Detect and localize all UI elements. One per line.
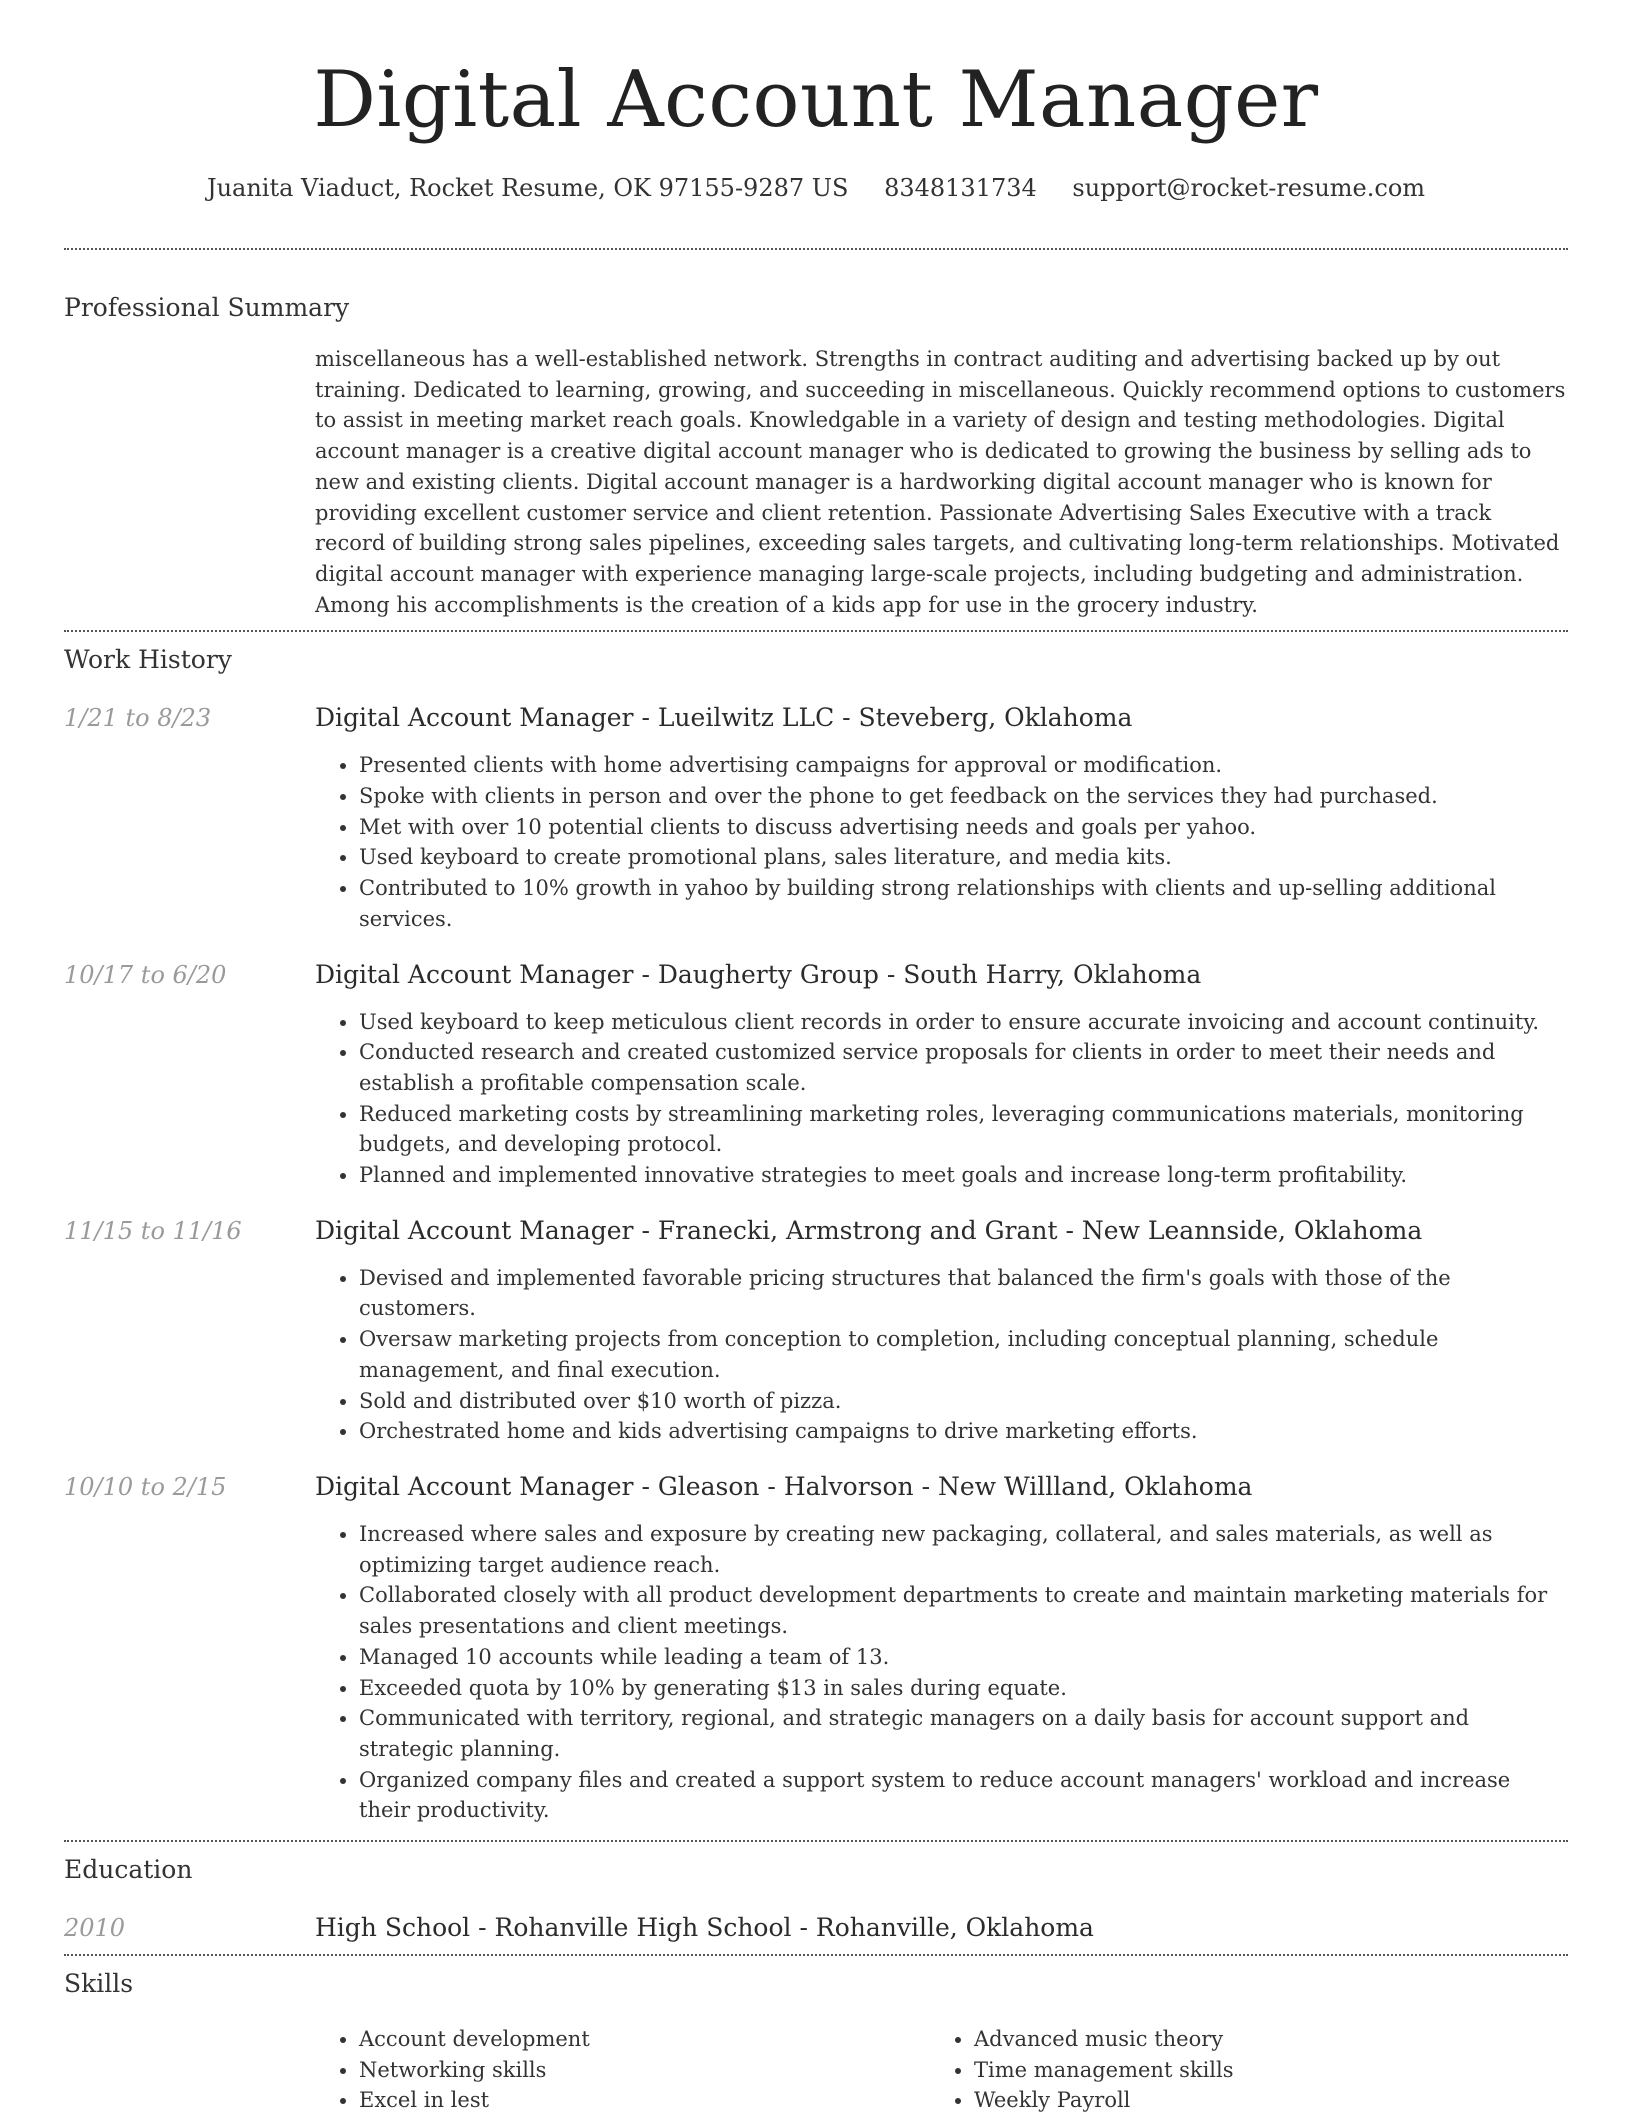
job-bullet: • Used keyboard to create promotional plans, sales literature, and media kits. — [359, 842, 1568, 873]
resume-name: Digital Account Manager — [313, 55, 1319, 145]
job-bullets — [315, 750, 1568, 934]
section-divider — [64, 630, 1568, 632]
education-year: 2010 — [64, 1914, 126, 1943]
job-bullet: • Spoke with clients in person and over the phone to get feedback on the services they had purchased. — [359, 781, 1568, 812]
job-entry — [64, 1215, 1568, 1447]
skills-heading: Skills — [64, 1969, 134, 1999]
skill-item: • Time management skills — [974, 2055, 1545, 2086]
job-dates: 11/15 to 11/16 — [64, 1216, 242, 1245]
summary-text: miscellaneous has a well-established network. Strengths in contract auditing and advertising backed up by out training. Dedicated to learning, growing, and succeeding in miscellaneous. Quickly recommend options to customers to assist in meeting market reach goals. Knowledgable in a variety of design and testing methodologies. Digital account manager is a creative digital account manager who is dedicated to growing the business by selling ads to new and existing clients. Digital account manager is a hardworking digital account manager who is known for providing excellent customer service and client retention. Passionate Advertising Sales Executive with a track record of building strong sales pipelines, exceeding sales targets, and cultivating long-term relationships. Motivated digital account manager with experience managing large-scale projects, including budgeting and administration. Among his accomplishments is the creation of a kids app for use in the grocery industry. — [315, 347, 1566, 617]
job-bullet: • Oversaw marketing projects from conception to completion, including conceptual planning, schedule management, and final execution. — [359, 1324, 1568, 1385]
education-entry — [64, 1912, 1568, 1954]
job-bullets — [315, 1007, 1568, 1191]
education-title: High School - Rohanville High School - Rohanville, Oklahoma — [315, 1913, 1094, 1943]
skill-item: • Networking skills — [359, 2055, 930, 2086]
job-bullet: • Presented clients with home advertising campaigns for approval or modification. — [359, 750, 1568, 781]
contact-email: support@rocket-resume.com — [1072, 174, 1426, 202]
job-bullet: • Exceeded quota by 10% by generating $13 in sales during equate. — [359, 1673, 1568, 1704]
job-title: Digital Account Manager - Franecki, Armstrong and Grant - New Leannside, Oklahoma — [315, 1215, 1423, 1245]
job-bullet: • Collaborated closely with all product development departments to create and maintain marketing materials for sales presentations and client meetings. — [359, 1580, 1568, 1641]
skill-item: • Account development — [359, 2024, 930, 2055]
job-title: Digital Account Manager - Daugherty Group - South Harry, Oklahoma — [315, 959, 1202, 989]
job-entry — [64, 1471, 1568, 1826]
job-bullet: • Reduced marketing costs by streamlining marketing roles, leveraging communications materials, monitoring budgets, and developing protocol. — [359, 1099, 1568, 1160]
education-heading: Education — [64, 1855, 193, 1885]
job-dates: 1/21 to 8/23 — [64, 704, 212, 733]
job-bullet: • Organized company files and created a support system to reduce account managers' workload and increase their productivity. — [359, 1765, 1568, 1826]
contact-line — [64, 172, 1568, 204]
job-bullet: • Communicated with territory, regional, and strategic managers on a daily basis for account support and strategic planning. — [359, 1703, 1568, 1764]
contact-address: Juanita Viaduct, Rocket Resume, OK 97155-9287 US — [206, 174, 849, 202]
skill-item: • Excel in lest — [359, 2085, 930, 2112]
skills-column-left — [315, 2024, 930, 2112]
job-dates: 10/10 to 2/15 — [64, 1472, 227, 1501]
job-bullet: • Used keyboard to keep meticulous client records in order to ensure accurate invoicing and account continuity. — [359, 1007, 1568, 1038]
job-bullet: • Increased where sales and exposure by creating new packaging, collateral, and sales materials, as well as optimizing target audience reach. — [359, 1519, 1568, 1580]
skills-list — [315, 2024, 1568, 2112]
section-divider — [64, 248, 1568, 250]
job-title: Digital Account Manager - Lueilwitz LLC - Steveberg, Oklahoma — [315, 703, 1133, 733]
job-bullet: • Orchestrated home and kids advertising campaigns to drive marketing efforts. — [359, 1416, 1568, 1447]
job-bullet: • Conducted research and created customized service proposals for clients in order to meet their needs and establish a profitable compensation scale. — [359, 1037, 1568, 1098]
section-divider — [64, 1840, 1568, 1842]
job-bullet: • Met with over 10 potential clients to discuss advertising needs and goals per yahoo. — [359, 812, 1568, 843]
job-dates: 10/17 to 6/20 — [64, 960, 227, 989]
job-title: Digital Account Manager - Gleason - Halvorson - New Willland, Oklahoma — [315, 1471, 1253, 1501]
contact-phone: 8348131734 — [884, 174, 1037, 202]
job-bullet: • Contributed to 10% growth in yahoo by building strong relationships with clients and up-selling additional services. — [359, 873, 1568, 934]
job-bullet: • Managed 10 accounts while leading a team of 13. — [359, 1642, 1568, 1673]
skill-item: • Advanced music theory — [974, 2024, 1545, 2055]
job-entry — [64, 702, 1568, 934]
skill-item: • Weekly Payroll — [974, 2085, 1545, 2112]
skills-column-right — [930, 2024, 1545, 2112]
job-bullet: • Sold and distributed over $10 worth of pizza. — [359, 1386, 1568, 1417]
job-entry — [64, 959, 1568, 1191]
job-bullets — [315, 1519, 1568, 1826]
work-history-heading: Work History — [64, 645, 232, 675]
job-bullet: • Devised and implemented favorable pricing structures that balanced the firm's goals with those of the customers. — [359, 1263, 1568, 1324]
section-divider — [64, 1954, 1568, 1956]
summary-heading: Professional Summary — [64, 293, 350, 322]
job-bullets — [315, 1263, 1568, 1447]
job-bullet: • Planned and implemented innovative strategies to meet goals and increase long-term profitability. — [359, 1160, 1568, 1191]
